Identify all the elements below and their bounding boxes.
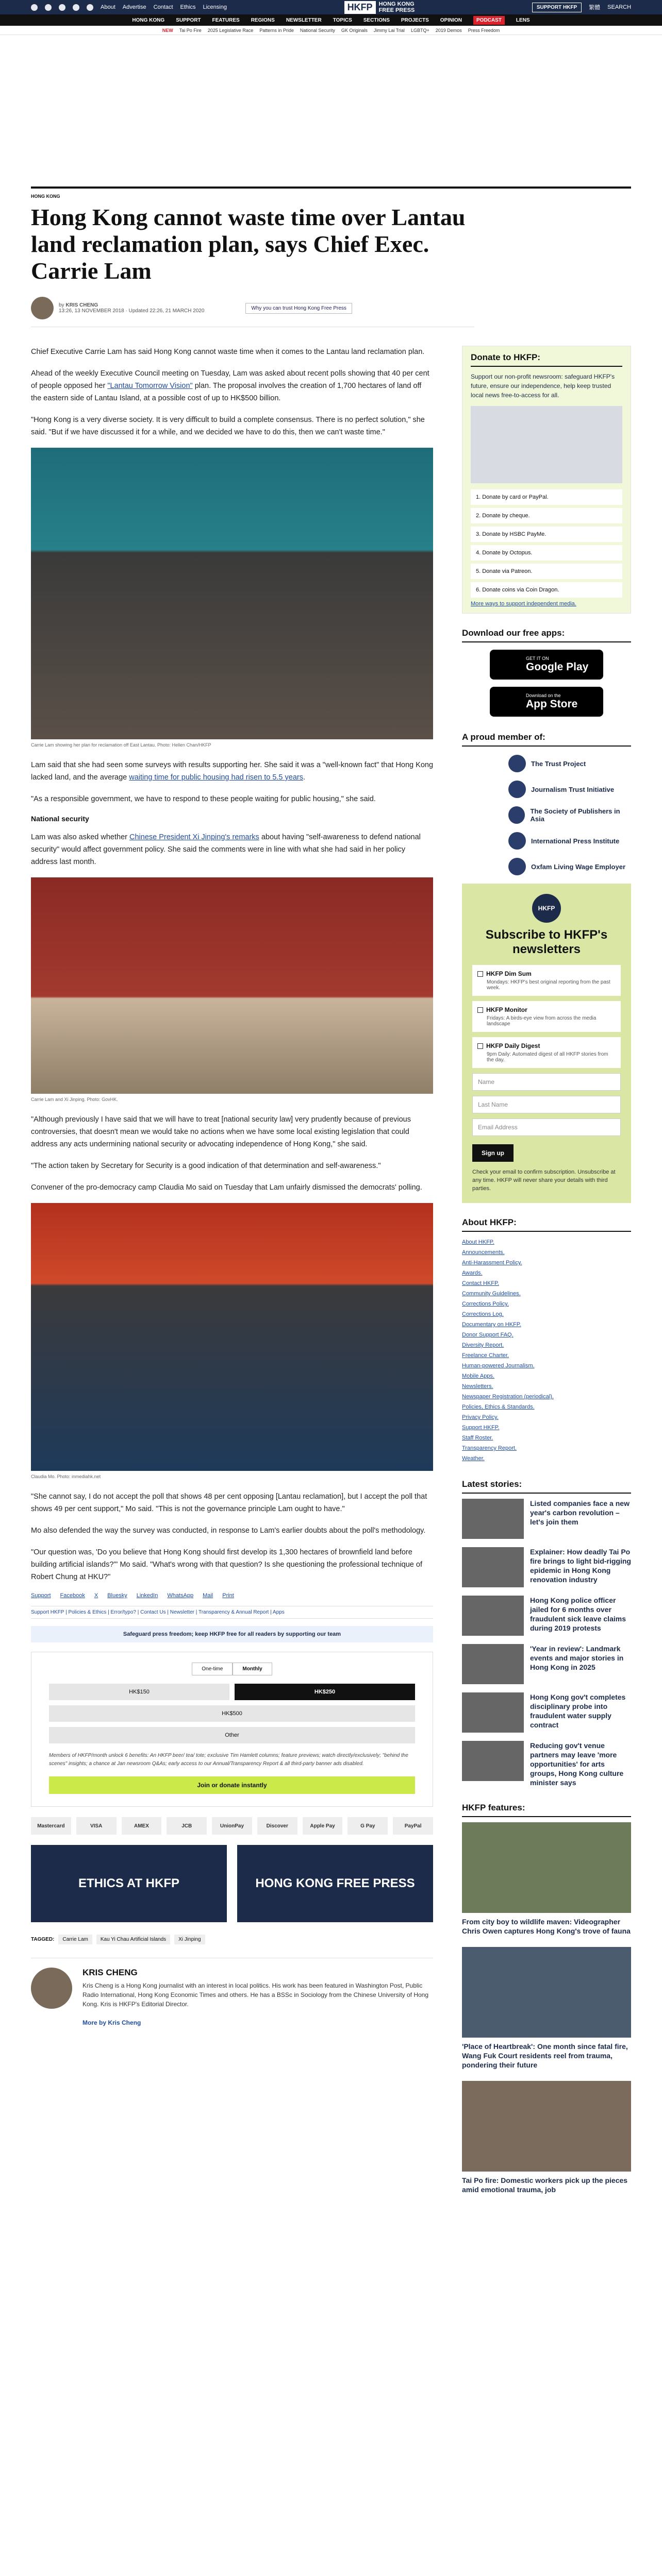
photo-lam-xi — [31, 877, 433, 1094]
support-hkfp-button[interactable]: SUPPORT HKFP — [532, 3, 582, 12]
donate-option[interactable]: 4. Donate by Octopus. — [471, 545, 622, 561]
about-link[interactable]: Announcements. — [462, 1249, 505, 1256]
trending-item[interactable]: Press Freedom — [468, 27, 500, 33]
amount-500[interactable]: HK$500 — [49, 1705, 415, 1722]
features-title: HKFP features: — [462, 1803, 631, 1817]
new-label: NEW — [162, 27, 173, 33]
logo-line1: HONG KONG — [378, 1, 415, 7]
newsletter-option[interactable] — [472, 1037, 621, 1068]
latest-section — [462, 1479, 631, 1787]
feature-card[interactable] — [462, 1947, 631, 2070]
gp-label: Google Play — [526, 661, 589, 673]
byline-by: by — [59, 302, 64, 308]
about-link[interactable]: Community Guidelines. — [462, 1291, 521, 1297]
story-thumb — [462, 1499, 524, 1539]
trending-bar — [0, 26, 662, 35]
para-text: Lam was also asked whether — [31, 833, 130, 841]
nav-podcast[interactable]: PODCAST — [473, 16, 505, 25]
unionpay-icon: UnionPay — [212, 1817, 252, 1835]
photo-caption: Carrie Lam showing her plan for reclamation off East Lantau. Photo: Hellen Chan/HKFP — [31, 742, 211, 748]
paragraph: "Our question was, 'Do you believe that Hong Kong should first develop its 1,300 hectares of brownfield land before building artificial islands?'" Mo said. "What's wrong with that question? Is she questioning the professional technique of Robert Chung at HKU?" — [31, 1548, 422, 1581]
story-thumb — [462, 1692, 524, 1733]
donate-benefits-note: Members of HKFP/month unlock 6 benefits: An HKFP beer/ tea/ tote; exclusive Tim Hamlett columns; feature previews; watch directly/exclusively; "behind the scenes" insights; a chance at Jan newsroom Q&As; early access to our Annual/Transparency Report & all third-party banner ads disabled. — [49, 1753, 408, 1767]
article-dates: 13:26, 13 NOVEMBER 2018 · Updated 22:26, 21 MARCH 2020 — [59, 308, 205, 314]
nav-newsletter[interactable]: NEWSLETTER — [286, 17, 322, 23]
paragraph: "Although previously I have said that we will have to treat [national security law] very prudently because of previous controversies, that doesn't mean we would take no actions when we have some local existing legislation that could address any acts undermining national security or advocating independence of Hong Kong," she said. — [31, 1115, 411, 1148]
frequency-toggle — [49, 1663, 415, 1675]
story-title[interactable]: Explainer: How deadly Tai Po fire brings to light bid-rigging epidemic in Hong Kong renovation industry — [530, 1548, 631, 1584]
story-title[interactable]: Listed companies face a new year's carbon revolution – let's join them — [530, 1499, 630, 1526]
author-bio — [31, 1958, 433, 2037]
about-link[interactable]: Corrections Log. — [462, 1311, 504, 1317]
donate-intro: Support our non-profit newsroom: safeguard HKFP's future, ensure our independence, help keep trusted local news free-to-access for all. — [471, 373, 615, 399]
newsletter-name: HKFP Dim Sum — [486, 970, 532, 977]
top-bar — [0, 0, 662, 14]
more-by-author-link[interactable]: More by Kris Cheng — [82, 2019, 141, 2026]
top-link-licensing[interactable]: Licensing — [203, 4, 227, 10]
paragraph — [31, 367, 433, 404]
about-link[interactable]: Documentary on HKFP. — [462, 1321, 521, 1328]
checkbox-icon[interactable] — [477, 1007, 483, 1013]
article-title: Hong Kong cannot waste time over Lantau land reclamation plan, says Chief Exec. Carrie Lam — [31, 204, 466, 284]
tag[interactable]: Kau Yi Chau Artificial Islands — [96, 1935, 170, 1944]
donate-option[interactable]: 3. Donate by HSBC PayMe. — [471, 527, 622, 542]
nav-sections[interactable]: SECTIONS — [363, 17, 390, 23]
article-header — [31, 194, 631, 327]
newsletter-name: HKFP Monitor — [486, 1006, 527, 1013]
newsletter-fine-print: Check your email to confirm subscription. Unsubscribe at any time. HKFP will never share your details with third parties. — [472, 1169, 616, 1192]
donate-image — [471, 406, 622, 483]
apps-section — [462, 628, 631, 717]
oxfam-icon — [508, 858, 526, 875]
app-store-badge[interactable] — [490, 687, 603, 717]
apple-pay-icon: Apple Pay — [303, 1817, 343, 1835]
bio-text: Kris Cheng is a Hong Kong journalist with an interest in local politics. His work has been featured in Washington Post, Public Radio International, Hong Kong Economic Times and others. He has a BSSc in Sociology from the Chinese University of Hong Kong. Kris is HKFP's Editorial Director. — [82, 1982, 429, 2008]
newsletter-option[interactable] — [472, 1001, 621, 1032]
share-print[interactable]: Print — [222, 1592, 234, 1599]
about-link[interactable]: Awards. — [462, 1270, 483, 1276]
nav-lens[interactable]: LENS — [516, 17, 530, 23]
amount-options — [49, 1684, 415, 1743]
amount-250[interactable]: HK$250 — [235, 1684, 415, 1700]
nav-regions[interactable]: REGIONS — [251, 17, 275, 23]
features-section — [462, 1803, 631, 2194]
nav-projects[interactable]: PROJECTS — [401, 17, 429, 23]
search-button[interactable]: SEARCH — [607, 4, 632, 10]
paragraph: Chief Executive Carrie Lam has said Hong Kong cannot waste time when it comes to the Lantau land reclamation plan. — [31, 348, 425, 356]
member-logo[interactable] — [508, 781, 631, 798]
donate-option[interactable]: 6. Donate coins via Coin Dragon. — [471, 582, 622, 598]
latest-title: Latest stories: — [462, 1479, 631, 1494]
safeguard-banner[interactable]: Safeguard press freedom; keep HKFP free for all readers by supporting our team — [31, 1626, 433, 1642]
about-link[interactable]: Contact HKFP. — [462, 1280, 499, 1286]
email-field[interactable]: Email Address — [472, 1118, 621, 1136]
member-label: The Trust Project — [531, 759, 586, 768]
about-link[interactable]: Privacy Policy. — [462, 1414, 499, 1420]
donate-title: Donate to HKFP: — [471, 352, 622, 367]
main-nav — [0, 14, 662, 26]
member-label: Oxfam Living Wage Employer — [531, 862, 626, 871]
top-link-about[interactable]: About — [101, 4, 115, 10]
feature-card[interactable] — [462, 2081, 631, 2194]
article-meta-links[interactable]: Support HKFP | Policies & Ethics | Error/typo? | Contact Us | Newsletter | Transparency & Annual Report | Apps — [31, 1606, 433, 1619]
share-bluesky[interactable]: Bluesky — [107, 1592, 127, 1599]
one-time-tab[interactable]: One-time — [192, 1663, 233, 1675]
language-switch[interactable]: 繁體 — [589, 5, 601, 11]
member-label: Journalism Trust Initiative — [531, 785, 615, 793]
lantau-vision-link[interactable]: "Lantau Tomorrow Vision" — [107, 382, 193, 390]
feature-image — [462, 1822, 631, 1913]
logo-text — [379, 1, 415, 13]
share-x[interactable]: X — [94, 1592, 98, 1599]
join-donate-button[interactable]: Join or donate instantly — [49, 1776, 415, 1794]
latest-story[interactable] — [462, 1741, 631, 1787]
donate-option[interactable]: 1. Donate by card or PayPal. — [471, 489, 622, 505]
nav-support[interactable]: SUPPORT — [176, 17, 201, 23]
sign-up-button[interactable]: Sign up — [472, 1144, 514, 1162]
nav-opinion[interactable]: OPINION — [440, 17, 462, 23]
about-link[interactable]: Newspaper Registration (periodical). — [462, 1394, 554, 1400]
feature-image — [462, 2081, 631, 2172]
top-link-advertise[interactable]: Advertise — [122, 4, 146, 10]
paragraph: "She cannot say, I do not accept the poll that shows 48 per cent opposing [Lantau reclamation], but I accept the poll that shows 49 per cent support," Mo said. "This is not the governance principle Lam ought to have." — [31, 1493, 427, 1513]
about-link[interactable]: Policies, Ethics & Standards. — [462, 1404, 535, 1410]
author-bio-text — [82, 1968, 433, 2037]
bio-name[interactable]: KRIS CHENG — [82, 1968, 138, 1977]
name-field[interactable]: Name — [472, 1073, 621, 1091]
share-mail[interactable]: Mail — [203, 1592, 213, 1599]
apps-title: Download our free apps: — [462, 628, 631, 642]
para-text: plan. The proposal involves the creation of 1,700 hectares of land off the eastern side of Lantau Island, at a possible cost of up to HK$500 billion. — [31, 382, 422, 402]
trust-project-icon — [508, 755, 526, 772]
newsletter-box — [462, 884, 631, 1203]
newsletter-desc: 9pm Daily: Automated digest of all HKFP stories from the day. — [487, 1052, 608, 1063]
rss-icon[interactable] — [87, 4, 93, 11]
latest-story[interactable] — [462, 1547, 631, 1587]
newsletter-option[interactable] — [472, 965, 621, 996]
gp-small: GET IT ON — [526, 656, 549, 661]
photo-caption: Claudia Mo. Photo: inmediahk.net — [31, 1474, 101, 1479]
checkbox-icon[interactable] — [477, 971, 483, 977]
trending-item[interactable]: LGBTQ+ — [410, 27, 429, 33]
share-facebook[interactable]: Facebook — [60, 1592, 85, 1599]
members-section — [462, 732, 631, 875]
hkfp-newsletter-logo: HKFP — [532, 894, 561, 923]
section-kicker[interactable]: HONG KONG — [31, 194, 60, 199]
jcb-icon: JCB — [167, 1817, 207, 1835]
about-link[interactable]: Support HKFP. — [462, 1425, 500, 1431]
story-title[interactable]: Hong Kong police officer jailed for 6 months over fraudulent sick leave claims during 2019 protests — [530, 1596, 626, 1632]
donate-option[interactable]: 5. Donate via Patreon. — [471, 564, 622, 579]
x-icon[interactable] — [45, 4, 52, 11]
google-play-badge[interactable] — [490, 650, 603, 680]
trending-item[interactable]: GK Originals — [341, 27, 368, 33]
feature-card[interactable] — [462, 1822, 631, 1936]
about-link[interactable]: Staff Roster. — [462, 1435, 493, 1441]
about-link[interactable]: Anti-Harassment Policy. — [462, 1260, 522, 1266]
latest-story[interactable] — [462, 1692, 631, 1733]
para-text: about having "self-awareness to defend national security" would affect government policy. She said the comments were in line with what she had said in her policy address last month. — [31, 833, 421, 866]
trending-item[interactable]: Patterns in Pride — [259, 27, 294, 33]
mastercard-icon: Mastercard — [31, 1817, 71, 1835]
about-link[interactable]: Transparency Report. — [462, 1445, 517, 1451]
nav-topics[interactable]: TOPICS — [333, 17, 352, 23]
hkfp-logo[interactable] — [344, 1, 415, 14]
housing-link[interactable]: waiting time for public housing had risen to 5.5 years — [129, 773, 303, 782]
visa-icon: VISA — [76, 1817, 117, 1835]
photo-caption: Carrie Lam and Xi Jinping. Photo: GovHK. — [31, 1097, 118, 1102]
members-title: A proud member of: — [462, 732, 631, 747]
feature-image — [462, 1947, 631, 2038]
about-link[interactable]: Donor Support FAQ. — [462, 1332, 514, 1338]
about-link[interactable]: Diversity Report. — [462, 1342, 504, 1348]
feature-title[interactable]: Tai Po fire: Domestic workers pick up the pieces amid emotional trauma, job — [462, 2176, 628, 2194]
photo-carrie-lam — [31, 448, 433, 739]
feature-title[interactable]: 'Place of Heartbreak': One month since fatal fire, Wang Fuk Court residents reel from trauma, pondering their future — [462, 2042, 628, 2069]
story-title[interactable]: 'Year in review': Landmark events and major stories in Hong Kong in 2025 — [530, 1645, 624, 1671]
donate-option[interactable]: 2. Donate by cheque. — [471, 508, 622, 523]
donate-box — [462, 346, 631, 614]
share-support[interactable]: Support — [31, 1592, 51, 1599]
newsletter-name: HKFP Daily Digest — [486, 1042, 540, 1049]
paragraph: "Hong Kong is a very diverse society. It is very difficult to build a complete consensus. There is no perfect solution," she said. "But if we have discussed it for a while, and we decided we have to do this, then we can't waste time." — [31, 416, 425, 436]
article-tags — [31, 1935, 433, 1944]
byline-text — [59, 302, 204, 314]
why-trust-link[interactable]: Why you can trust Hong Kong Free Press — [245, 303, 352, 314]
member-logo[interactable] — [508, 806, 631, 824]
trending-item[interactable]: Jimmy Lai Trial — [373, 27, 405, 33]
author-name[interactable]: KRIS CHENG — [65, 302, 98, 308]
about-list — [462, 1237, 631, 1464]
google-pay-icon: G Pay — [347, 1817, 388, 1835]
story-thumb — [462, 1741, 524, 1781]
about-section — [462, 1217, 631, 1464]
para-text: Lam said that she had seen some surveys with results supporting her. She said it was a "well-known fact" that Hong Kong lacked land, and the average — [31, 761, 434, 782]
trending-item[interactable]: Tai Po Fire — [179, 27, 202, 33]
ethics-promo[interactable]: ETHICS AT HKFP — [31, 1845, 227, 1922]
ipi-icon — [508, 832, 526, 850]
latest-story[interactable] — [462, 1499, 631, 1539]
story-title[interactable]: Reducing gov't venue partners may leave 'more opportunities' for arts groups, Hong Kong culture minister says — [530, 1741, 624, 1787]
story-thumb — [462, 1547, 524, 1587]
logo-line2: FREE PRESS — [378, 7, 415, 13]
paragraph: Mo also defended the way the survey was conducted, in response to Lam's earlier doubts about the poll's methodology. — [31, 1527, 426, 1535]
amount-150[interactable]: HK$150 — [49, 1684, 229, 1700]
story-thumb — [462, 1644, 524, 1684]
about-link[interactable]: Corrections Policy. — [462, 1301, 509, 1307]
story-title[interactable]: Hong Kong gov't completes disciplinary probe into fraudulent water supply contract — [530, 1693, 626, 1729]
author-photo[interactable] — [31, 1968, 72, 2009]
header-rule — [31, 187, 631, 189]
payment-methods — [31, 1817, 433, 1835]
as-label: App Store — [526, 698, 578, 710]
newsletter-desc: Mondays: HKFP's best original reporting from the past week. — [487, 979, 610, 991]
latest-story[interactable] — [462, 1644, 631, 1684]
amex-icon: AMEX — [122, 1817, 162, 1835]
share-whatsapp[interactable]: WhatsApp — [167, 1592, 194, 1599]
nav-features[interactable]: FEATURES — [212, 17, 240, 23]
article-body — [31, 346, 433, 2037]
paypal-icon: PayPal — [393, 1817, 433, 1835]
sidebar — [462, 346, 631, 2206]
top-link-ethics[interactable]: Ethics — [180, 4, 196, 10]
para-text: Ahead of the weekly Executive Council meeting on Tuesday, Lam was asked about recent polls showing that 40 per cent of people opposed her — [31, 369, 429, 390]
last-name-field[interactable]: Last Name — [472, 1096, 621, 1113]
checkbox-icon[interactable] — [477, 1043, 483, 1049]
tag[interactable]: Carrie Lam — [58, 1935, 92, 1944]
feature-title[interactable]: From city boy to wildlife maven: Videographer Chris Owen captures Hong Kong's trove of fauna — [462, 1918, 631, 1935]
story-thumb — [462, 1596, 524, 1636]
youtube-icon[interactable] — [73, 4, 79, 11]
sopa-icon — [508, 806, 525, 824]
about-link[interactable]: Mobile Apps. — [462, 1373, 494, 1379]
trending-item[interactable]: National Security — [300, 27, 335, 33]
newsletter-title: Subscribe to HKFP's newsletters — [485, 928, 608, 956]
author-avatar[interactable] — [31, 297, 54, 319]
about-link[interactable]: Human-powered Journalism. — [462, 1363, 535, 1369]
jti-icon — [508, 781, 526, 798]
instagram-icon[interactable] — [59, 4, 65, 11]
about-link[interactable]: About HKFP. — [462, 1239, 494, 1245]
xi-remarks-link[interactable]: Chinese President Xi Jinping's remarks — [129, 833, 259, 841]
paragraph: "As a responsible government, we have to respond to these people waiting for public housing," she said. — [31, 795, 376, 803]
discover-icon: Discover — [257, 1817, 297, 1835]
paragraph: Convener of the pro-democracy camp Claudia Mo said on Tuesday that Lam unfairly dismissed the democrats' polling. — [31, 1183, 422, 1192]
member-logo[interactable] — [508, 832, 631, 850]
subheading: National security — [31, 815, 89, 823]
trending-item[interactable]: 2025 Legislative Race — [207, 27, 254, 33]
nav-hong-kong[interactable]: HONG KONG — [132, 17, 165, 23]
about-link[interactable]: Newsletters. — [462, 1383, 493, 1389]
paragraph — [31, 831, 433, 868]
photo-claudia-mo — [31, 1203, 433, 1471]
para-text: . — [303, 773, 305, 782]
member-logo[interactable] — [508, 858, 631, 875]
top-link-contact[interactable]: Contact — [153, 4, 173, 10]
paragraph — [31, 759, 433, 784]
amount-other[interactable]: Other — [49, 1727, 415, 1743]
member-logo[interactable] — [508, 755, 631, 772]
newsletter-desc: Fridays: A birds-eye view from across the media landscape — [487, 1015, 597, 1027]
about-link[interactable]: Freelance Charter. — [462, 1352, 509, 1359]
as-small: Download on the — [526, 693, 561, 698]
share-bar — [31, 1592, 433, 1599]
byline-author-line — [59, 302, 204, 308]
about-title: About HKFP: — [462, 1217, 631, 1232]
latest-story[interactable] — [462, 1596, 631, 1636]
about-link[interactable]: Weather. — [462, 1455, 485, 1462]
promo-banners — [31, 1845, 433, 1922]
paragraph: "The action taken by Secretary for Security is a good indication of that determination and self-awareness." — [31, 1162, 381, 1170]
tag[interactable]: Xi Jinping — [174, 1935, 205, 1944]
trending-item[interactable]: 2019 Demos — [435, 27, 462, 33]
logo-mark: HKFP — [344, 1, 376, 14]
tagged-label: TAGGED: — [31, 1937, 55, 1942]
donation-widget — [31, 1652, 433, 1807]
monthly-tab[interactable]: Monthly — [233, 1663, 272, 1675]
more-ways-link[interactable]: More ways to support independent media. — [471, 601, 576, 607]
facebook-icon[interactable] — [31, 4, 38, 11]
hkfp-promo[interactable]: HONG KONG FREE PRESS — [237, 1845, 433, 1922]
share-linkedin[interactable]: LinkedIn — [136, 1592, 158, 1599]
member-label: International Press Institute — [531, 837, 620, 845]
member-label: The Society of Publishers in Asia — [530, 807, 620, 823]
byline — [31, 297, 474, 327]
